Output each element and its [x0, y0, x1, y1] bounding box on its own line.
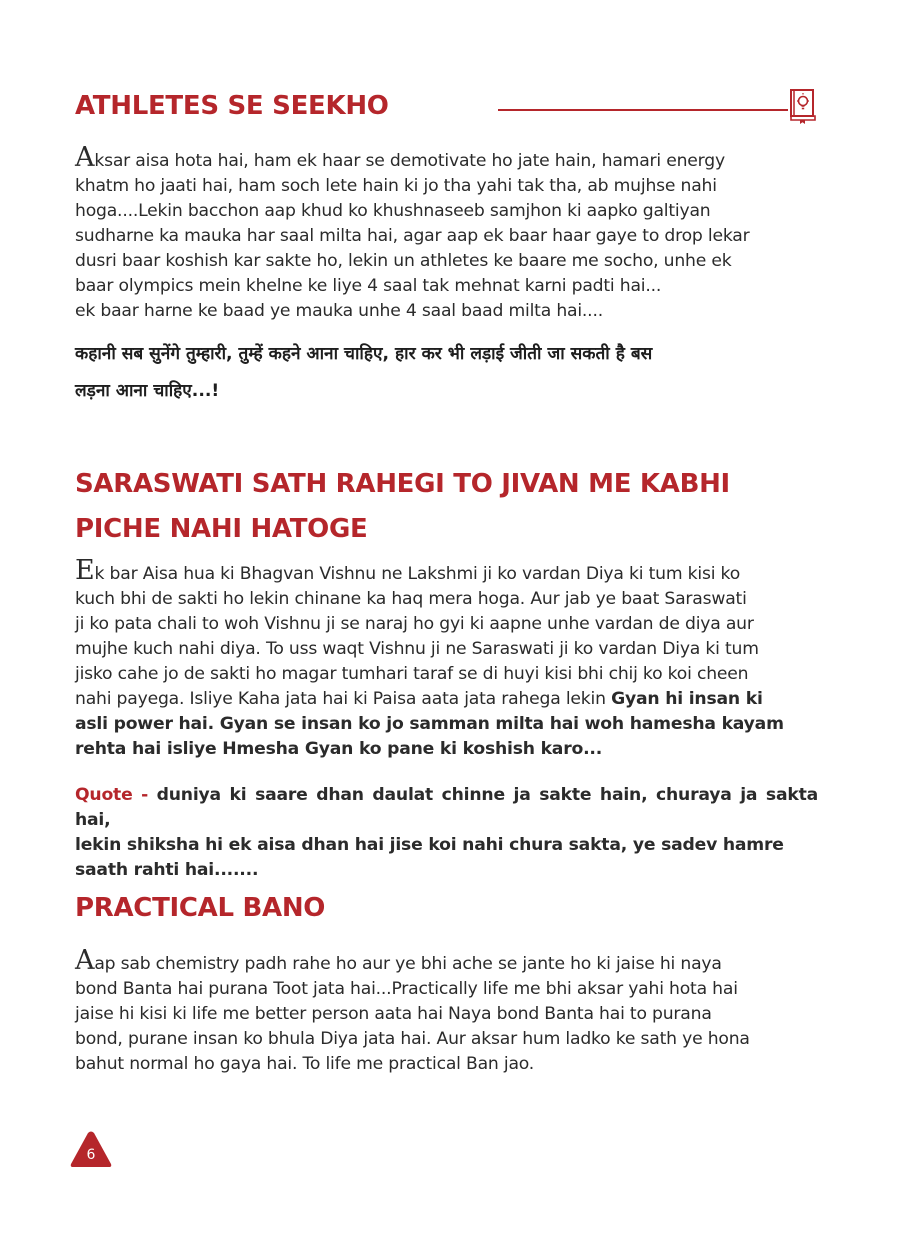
section-title-line: SARASWATI SATH RAHEGI TO JIVAN ME KABHI — [75, 469, 730, 499]
quote-paragraph: Quote - duniya ki saare dhan daulat chinne ja sakte hain, churaya ja sakta hai, lekin shiksha hi ek aisa dhan hai jise koi nahi chura sakta, ye sadev hamre saath rahti hai....... — [75, 785, 818, 880]
paragraph: Ek bar Aisa hua ki Bhagvan Vishnu ne Lakshmi ji ko vardan Diya ki tum kisi ko kuch bhi de sakti ho lekin chinane ka haq mera hoga. Aur jab ye baat Saraswati ji ko pata chali to woh Vishnu ji se naraj ho gyi ki aapne unhe vardan de diya aur mujhe kuch nahi diya. To uss waqt Vishnu ji ne Saraswati ji ko vardan Diya ki tum jisko cahe jo de sakti ho magar tumhari taraf se di huyi kisi bhi chij ko koi cheen nahi payega. Isliye Kaha jata hai ki Paisa aata jata rahega lekin Gyan hi insan ki asli power hai. Gyan se insan ko jo samman milta hai woh hamesha kayam rehta hai isliye Hmesha Gyan ko pane ki koshish karo... — [75, 555, 784, 759]
section-saraswati-title — [75, 462, 818, 552]
hindi-line: कहानी सब सुनेंगे तुम्हारी, तुम्हें कहने आना चाहिए, हार कर भी लड़ाई जीती जा सकती है बस — [75, 344, 653, 364]
section-practical-body — [75, 945, 818, 1077]
hindi-line: लड़ना आना चाहिए...! — [75, 381, 220, 401]
section-title-athletes: ATHLETES SE SEEKHO — [75, 91, 389, 121]
paragraph: Aap sab chemistry padh rahe ho aur ye bhi ache se jante ho ki jaise hi naya bond Banta hai purana Toot jata hai...Practically life me bhi aksar yahi hota hai jaise hi kisi ki life me better person aata hai Naya bond Banta hai to purana bond, purane insan ko bhula Diya jata hai. Aur aksar hum ladko ke sath ye hona bahut normal ho gaya hai. To life me practical Ban jao. — [75, 945, 750, 1074]
emphasis-text: Gyan hi insan ki — [611, 689, 763, 709]
section-title-practical: PRACTICAL BANO — [75, 893, 326, 923]
quote-label: Quote - — [75, 785, 157, 805]
section-saraswati-body — [75, 555, 818, 762]
drop-cap: A — [75, 142, 95, 173]
hindi-quote — [75, 336, 818, 410]
section-title-line: PICHE NAHI HATOGE — [75, 514, 368, 544]
emphasis-text: asli power hai. Gyan se insan ko jo samman milta hai woh hamesha kayam — [75, 714, 784, 734]
drop-cap: E — [75, 555, 95, 586]
section-header-row — [75, 88, 818, 124]
paragraph: Aksar aisa hota hai, ham ek haar se demotivate ho jate hain, hamari energy khatm ho jaati hai, ham soch lete hain ki jo tha yahi tak tha, ab mujhse nahi hoga....Lekin bacchon aap khud ko khushnaseeb samjhon ki aapko galtiyan sudharne ka mauka har saal milta hai, agar aap ek baar haar gaye to drop lekar dusri baar koshish kar sakte ho, lekin un athletes ke baare me socho, unhe ek baar olympics mein khelne ke liye 4 saal tak mehnat karni padti hai... ek baar harne ke baad ye mauka unhe 4 saal baad milta hai.... — [75, 142, 750, 321]
drop-cap: A — [75, 945, 95, 976]
quote-block — [75, 783, 818, 883]
section-athletes-body — [75, 142, 818, 324]
section-practical-title — [75, 890, 818, 926]
header-rule — [498, 109, 788, 111]
emphasis-text: rehta hai isliye Hmesha Gyan ko pane ki koshish karo... — [75, 739, 603, 759]
page-number: 6 — [86, 1147, 96, 1163]
book-bulb-icon — [788, 88, 818, 124]
